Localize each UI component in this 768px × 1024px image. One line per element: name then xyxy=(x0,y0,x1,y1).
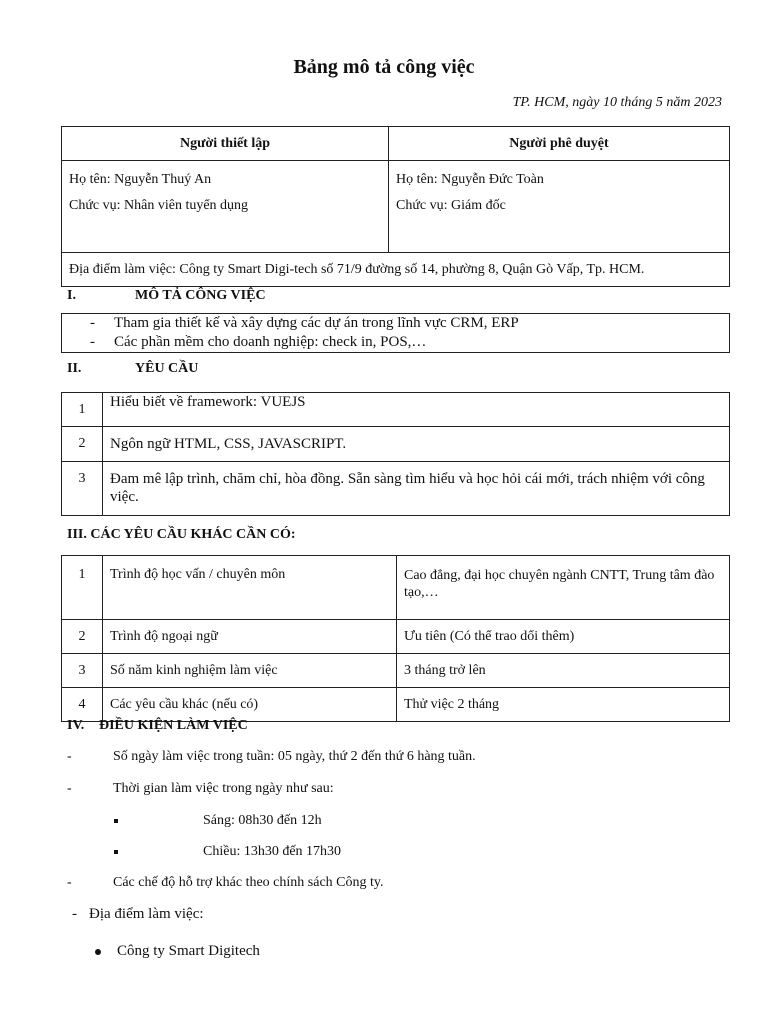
location-cell: Địa điểm làm việc: Công ty Smart Digi-tech số 71/9 đường số 14, phường 8, Quận Gò Vấp, Tp. HCM. xyxy=(62,253,730,287)
header-table xyxy=(61,126,730,287)
section4-number: IV. xyxy=(67,718,85,733)
job-description-box xyxy=(61,313,730,353)
section3-title: III. CÁC YÊU CẦU KHÁC CẦN CÓ: xyxy=(67,527,296,542)
table-row xyxy=(62,393,730,427)
row-number: 3 xyxy=(62,462,103,516)
dash-icon: - xyxy=(67,749,72,764)
hours-line: Thời gian làm việc trong ngày như sau: xyxy=(113,781,334,796)
section1-title: MÔ TẢ CÔNG VIỆC xyxy=(135,288,266,303)
row-value: Thử việc 2 tháng xyxy=(397,688,730,722)
dash-icon: - xyxy=(90,315,95,331)
table-row xyxy=(62,688,730,722)
row-label: Trình độ ngoại ngữ xyxy=(103,620,397,654)
row-number: 2 xyxy=(62,427,103,462)
row-value: Cao đẳng, đại học chuyên ngành CNTT, Trung tâm đào tạo,… xyxy=(397,556,730,620)
dash-icon: - xyxy=(90,334,95,350)
table-row xyxy=(62,654,730,688)
section2-title: YÊU CẦU xyxy=(135,361,199,376)
requirement-text: Đam mê lập trình, chăm chỉ, hòa đồng. Sẵn sàng tìm hiểu và học hỏi cái mới, trách nhiệm với công việc. xyxy=(103,462,730,516)
document-title: Bảng mô tả công việc xyxy=(293,56,475,78)
workdays-line: Số ngày làm việc trong tuần: 05 ngày, thứ 2 đến thứ 6 hàng tuần. xyxy=(113,749,476,764)
requirement-text: Ngôn ngữ HTML, CSS, JAVASCRIPT. xyxy=(103,427,730,462)
dateline: TP. HCM, ngày 10 tháng 5 năm 2023 xyxy=(512,95,722,110)
table-row xyxy=(62,556,730,620)
workplace-name: Công ty Smart Digitech xyxy=(117,943,260,959)
approver-heading: Người phê duyệt xyxy=(389,127,730,161)
section1-number: I. xyxy=(67,288,76,303)
dot-bullet-icon xyxy=(95,944,101,960)
row-label: Trình độ học vấn / chuyên môn xyxy=(103,556,397,620)
afternoon-hours: Chiều: 13h30 đến 17h30 xyxy=(203,844,342,859)
dash-icon: - xyxy=(67,781,72,796)
requirements-table xyxy=(61,392,730,516)
job-item-1: Tham gia thiết kế và xây dựng các dự án trong lĩnh vực CRM, ERP xyxy=(114,315,519,331)
section2-number: II. xyxy=(67,361,82,376)
section1-heading xyxy=(67,288,266,304)
section4-heading xyxy=(67,718,248,734)
row-value: 3 tháng trở lên xyxy=(397,654,730,688)
creator-cell xyxy=(62,161,389,253)
workplace-line: Địa điểm làm việc: xyxy=(89,906,204,922)
table-row xyxy=(62,462,730,516)
approver-name: Họ tên: Nguyễn Đức Toàn xyxy=(396,172,544,187)
other-requirements-table xyxy=(61,555,730,722)
requirement-text: Hiểu biết về framework: VUEJS xyxy=(103,393,730,427)
square-bullet-icon xyxy=(114,844,118,860)
square-bullet-icon xyxy=(114,813,118,829)
creator-heading: Người thiết lập xyxy=(62,127,389,161)
job-item-2: Các phần mềm cho doanh nghiệp: check in, POS,… xyxy=(114,334,427,350)
approver-cell xyxy=(389,161,730,253)
section2-heading xyxy=(67,361,199,377)
approver-role: Chức vụ: Giám đốc xyxy=(396,198,506,213)
row-label: Số năm kinh nghiệm làm việc xyxy=(103,654,397,688)
dash-icon: - xyxy=(72,906,77,922)
table-row xyxy=(62,427,730,462)
morning-hours: Sáng: 08h30 đến 12h xyxy=(203,813,322,828)
row-value: Ưu tiên (Có thể trao dổi thêm) xyxy=(397,620,730,654)
creator-name: Họ tên: Nguyễn Thuý An xyxy=(69,172,212,187)
creator-role: Chức vụ: Nhân viên tuyển dụng xyxy=(69,198,249,213)
row-number: 2 xyxy=(62,620,103,654)
row-number: 3 xyxy=(62,654,103,688)
row-number: 1 xyxy=(62,393,103,427)
row-number: 4 xyxy=(62,688,103,722)
table-row xyxy=(62,620,730,654)
dash-icon: - xyxy=(67,875,72,890)
section4-title: ĐIỀU KIỆN LÀM VIỆC xyxy=(99,718,248,733)
benefits-line: Các chế độ hỗ trợ khác theo chính sách Công ty. xyxy=(113,875,384,890)
row-label: Các yêu cầu khác (nếu có) xyxy=(103,688,397,722)
row-number: 1 xyxy=(62,556,103,620)
